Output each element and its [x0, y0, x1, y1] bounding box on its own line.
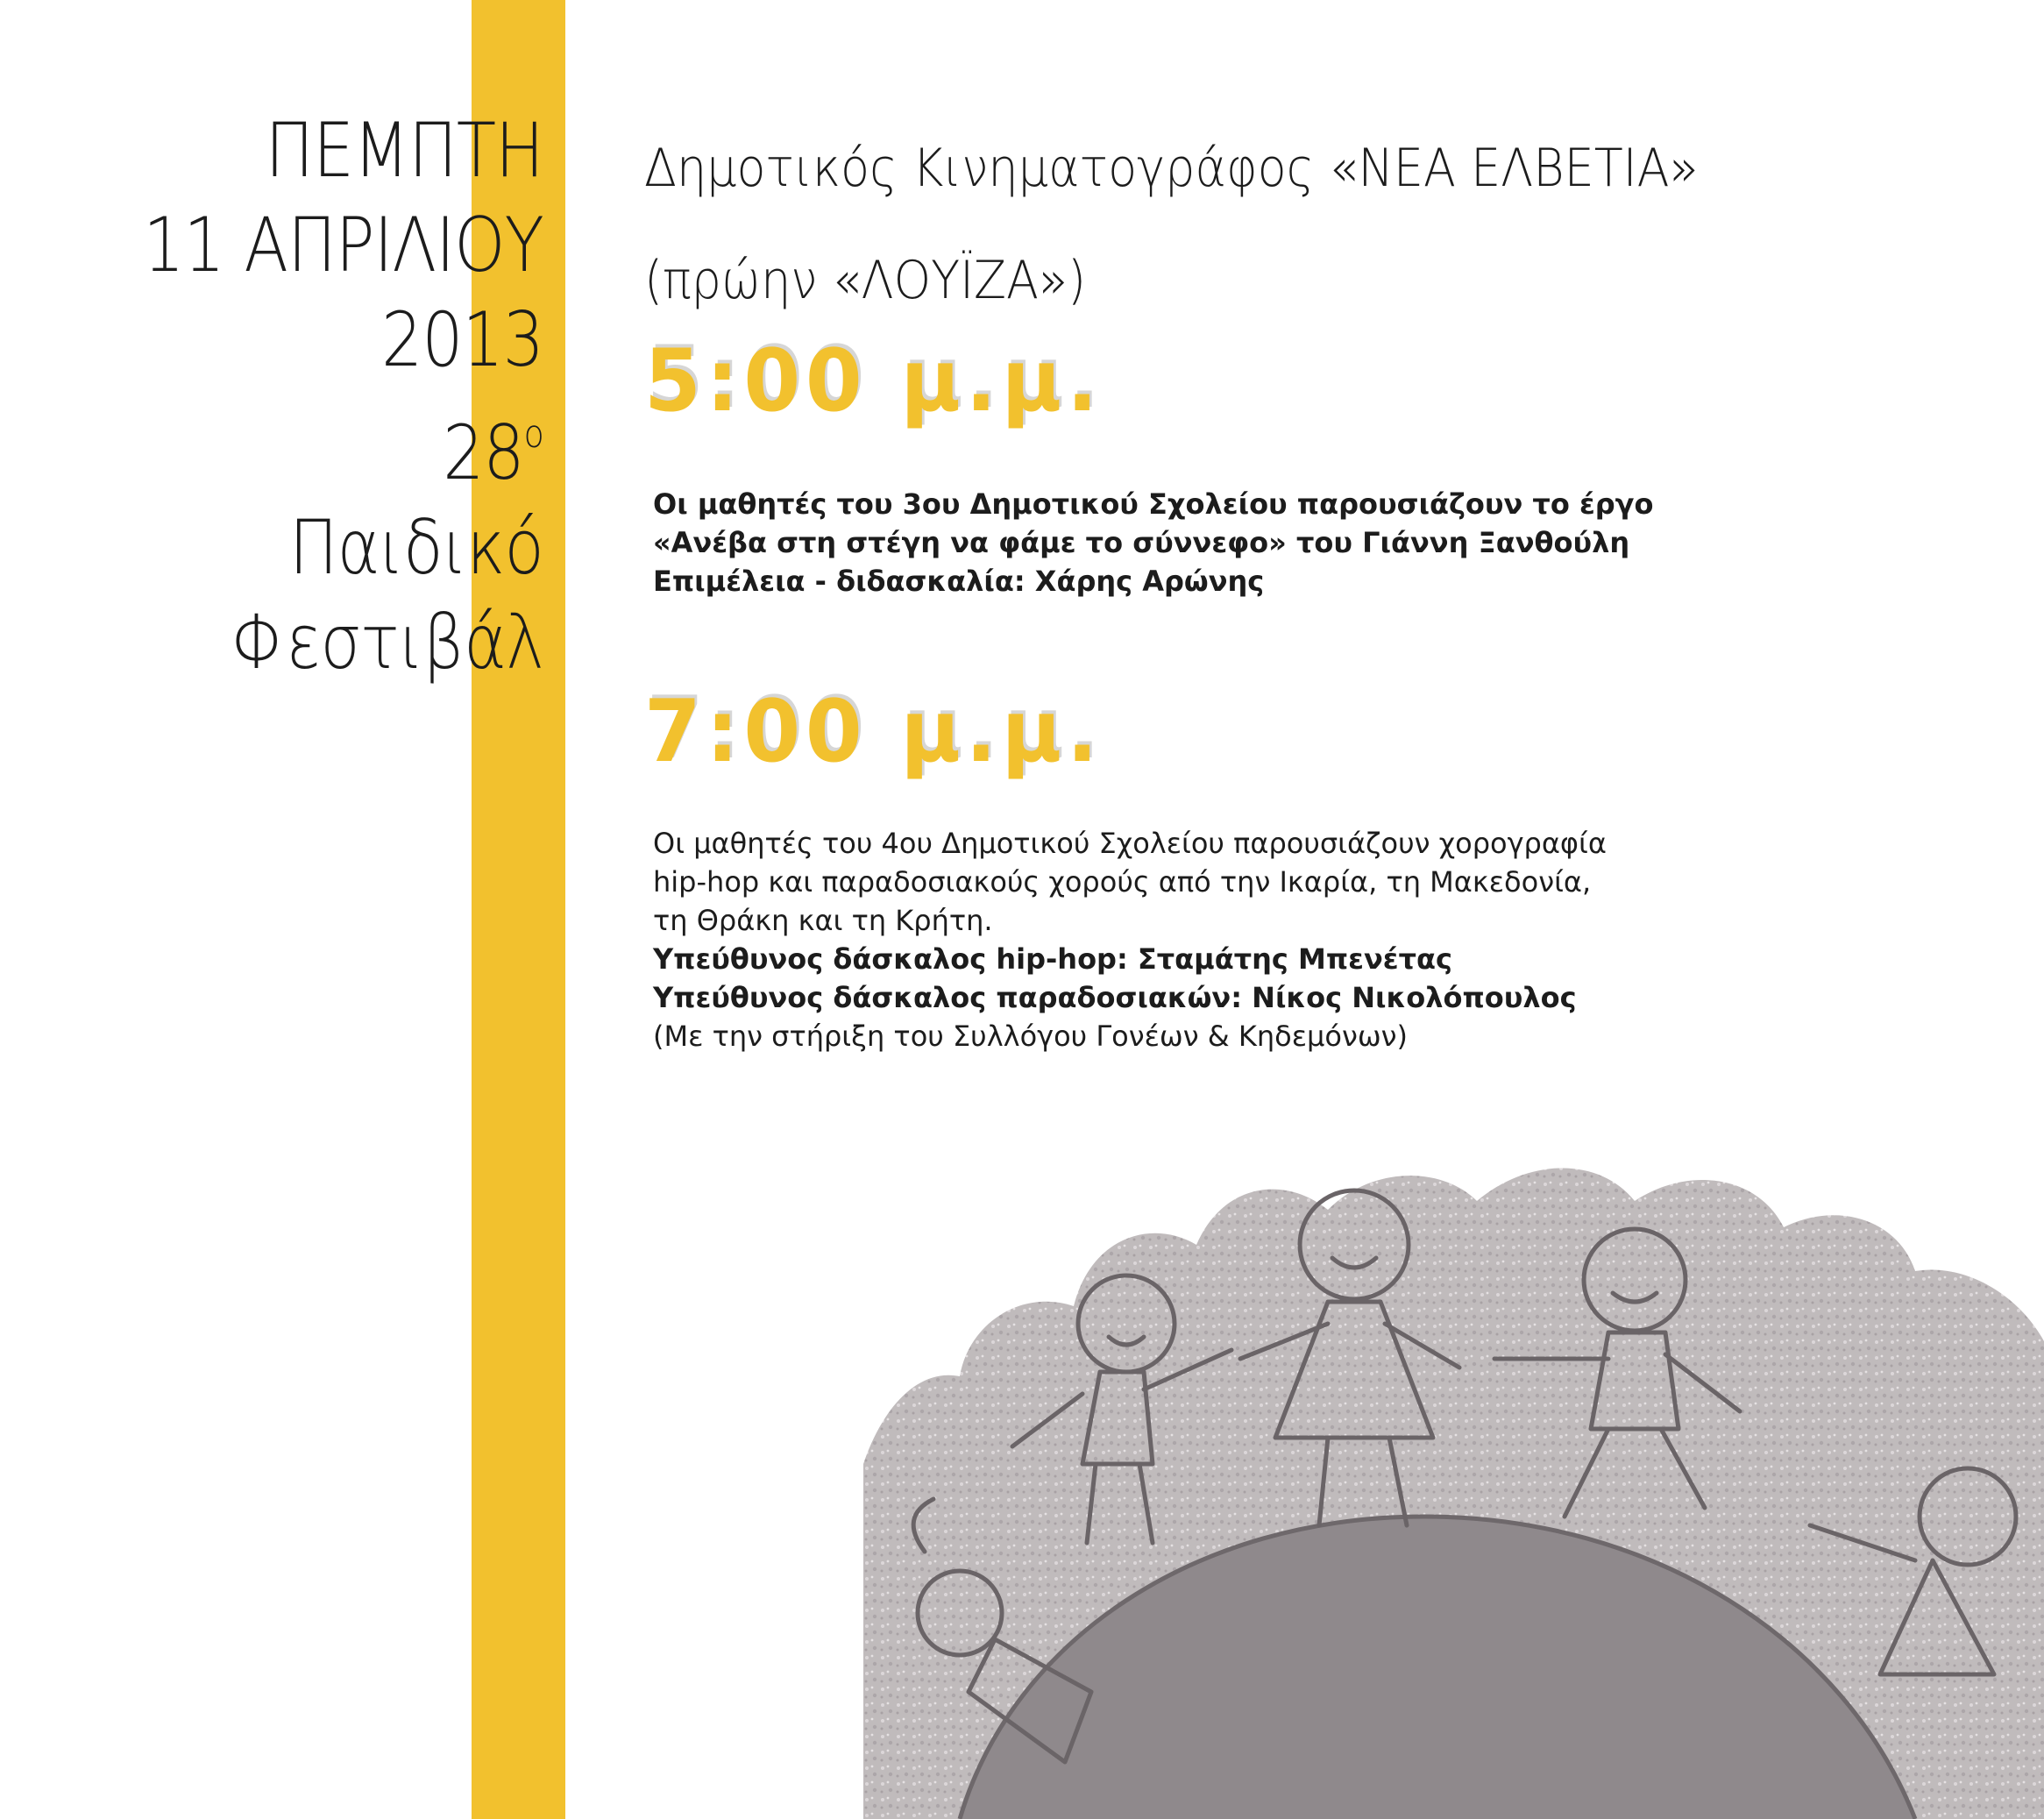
venue-former-name: (πρώην «ΛΟΥΪΖΑ») — [644, 250, 1087, 311]
event-1-line-3: Επιμέλεια - διδασκαλία: Χάρης Αρώνης — [653, 565, 1265, 598]
venue-name: Δημοτικός Κινηματογράφος «ΝΕΑ ΕΛΒΕΤΙΑ» — [644, 138, 1699, 199]
venue-heading — [644, 112, 1699, 337]
event-description-2 — [653, 824, 1607, 1055]
event-time-1: 5:00 μ.μ. — [644, 331, 1104, 431]
festival-title-block — [143, 103, 543, 690]
event-description-1 — [653, 485, 1653, 600]
children-dancing-around-globe-illustration — [863, 1148, 2044, 1819]
event-2-line-6: (Με την στήριξη του Συλλόγου Γονέων & Κηδεμόνων) — [653, 1020, 1408, 1053]
event-2-line-2: hip-hop και παραδοσιακούς χορούς από την Ικαρία, τη Μακεδονία, — [653, 865, 1592, 899]
event-1-line-2: «Ανέβα στη στέγη να φάμε το σύννεφο» του Γιάννη Ξανθούλη — [653, 526, 1630, 559]
event-time-2: 7:00 μ.μ. — [644, 682, 1104, 782]
event-2-line-3: τη Θράκη και τη Κρήτη. — [653, 904, 993, 937]
event-1-line-1: Οι μαθητές του 3ου Δημοτικού Σχολείου παρουσιάζουν το έργο — [653, 487, 1654, 521]
date-label: 11 ΑΠΡΙΛΙΟΥ — [143, 202, 543, 289]
festival-name-line1: Παιδικό — [288, 504, 543, 592]
event-2-line-1: Οι μαθητές του 4ου Δημοτικού Σχολείου παρουσιάζουν χορογραφία — [653, 827, 1607, 860]
edition-suffix: ο — [523, 412, 543, 457]
day-label: ΠΕΜΠΤΗ — [265, 107, 543, 195]
edition-label — [143, 387, 543, 501]
event-2-line-4: Υπεύθυνος δάσκαλος hip-hop: Σταμάτης Μπενέτας — [653, 942, 1452, 976]
festival-name-line2: Φεστιβάλ — [231, 599, 543, 686]
event-2-line-5: Υπεύθυνος δάσκαλος παραδοσιακών: Νίκος Νικολόπουλος — [653, 981, 1577, 1014]
edition-number: 28 — [443, 409, 524, 497]
year-label: 2013 — [381, 296, 543, 384]
